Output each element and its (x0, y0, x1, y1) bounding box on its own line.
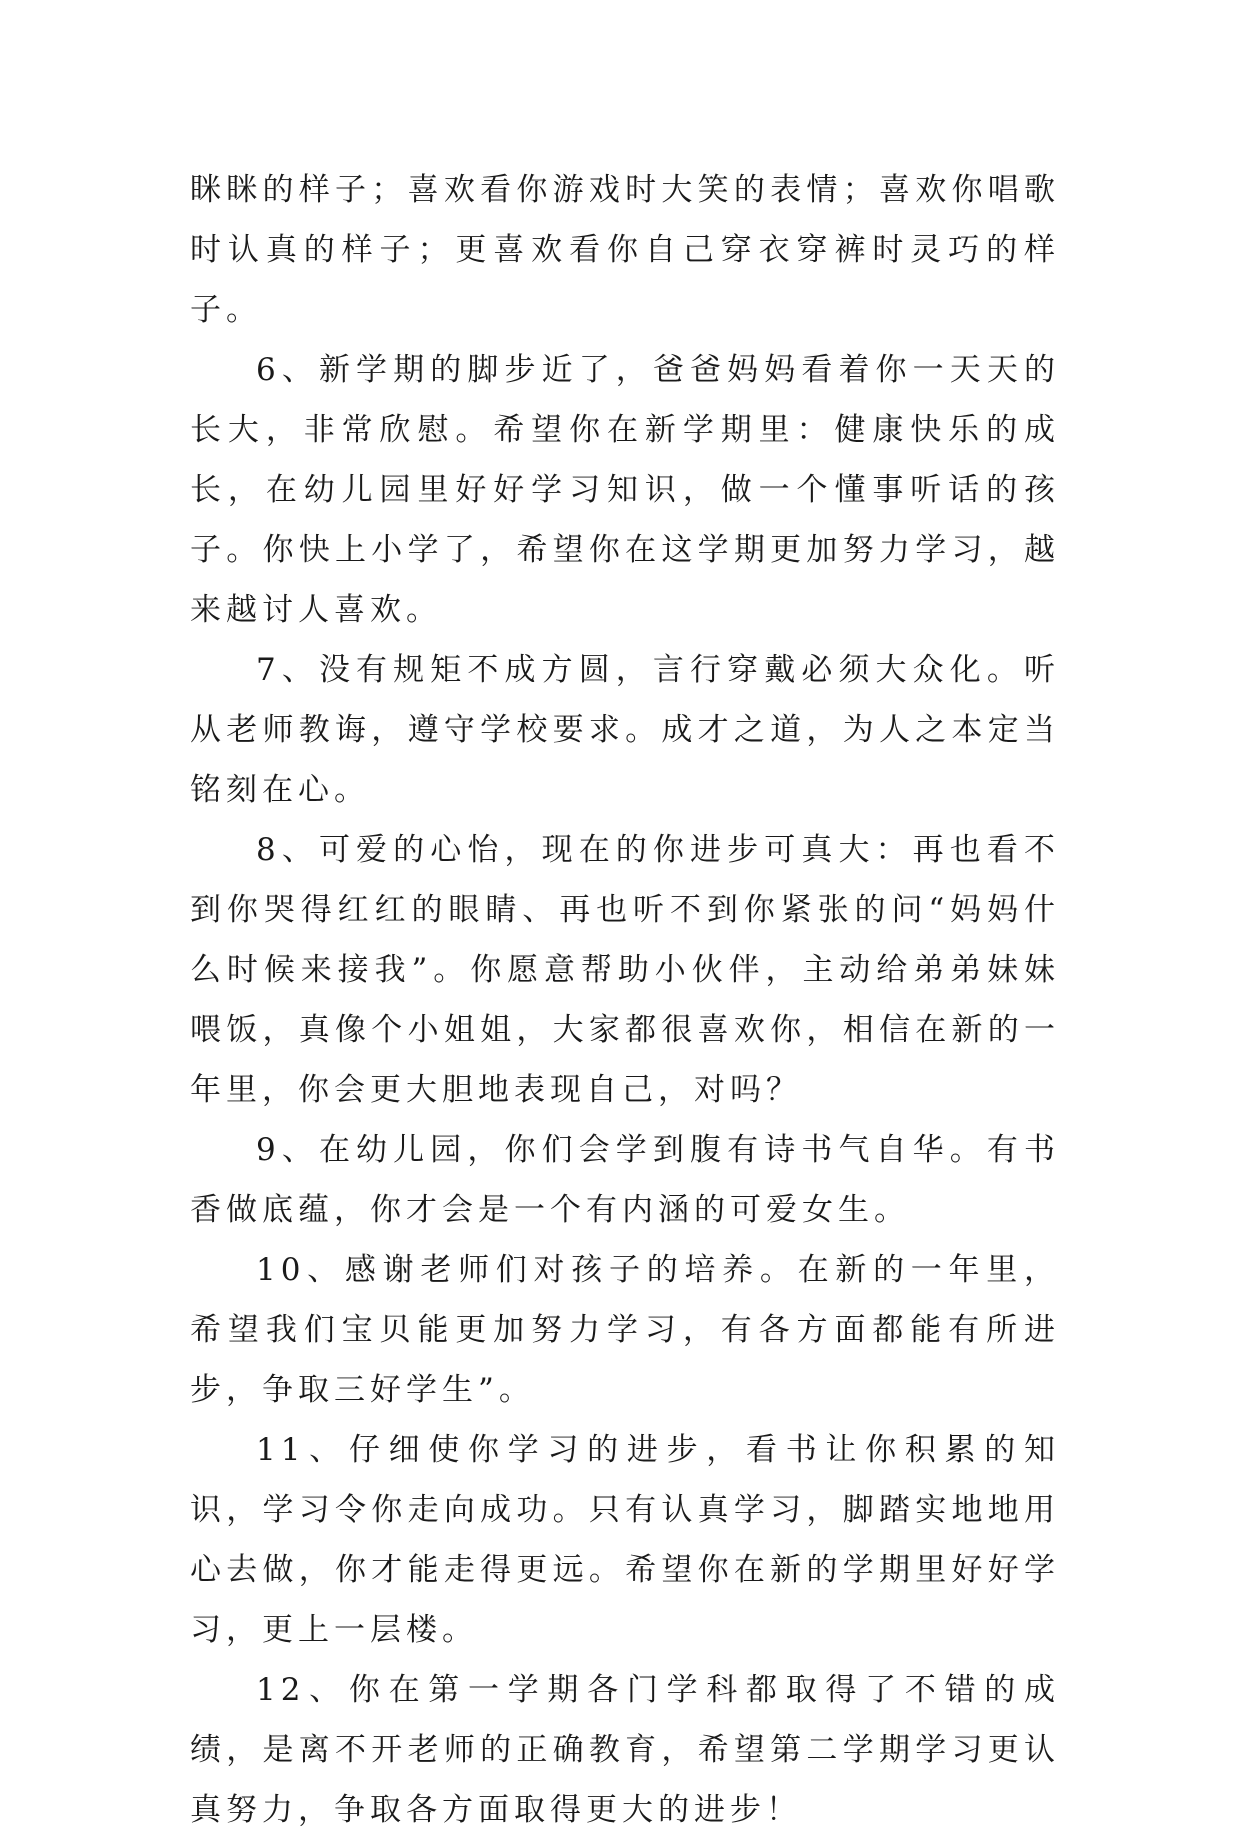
paragraph-item-7: 7、没有规矩不成方圆，言行穿戴必须大众化。听从老师教诲，遵守学校要求。成才之道，为人之本定当铭刻在心。 (190, 652, 1060, 808)
paragraph-item-8: 8、可爱的心怡，现在的你进步可真大：再也看不到你哭得红红的眼睛、再也听不到你紧张的问“妈妈什么时候来接我”。你愿意帮助小伙伴，主动给弟弟妹妹喂饭，真像个小姐姐，大家都很喜欢你，相信在新的一年里，你会更大胆地表现自己，对吗？ (190, 832, 1060, 1108)
paragraph-item-10: 10、感谢老师们对孩子的培养。在新的一年里，希望我们宝贝能更加努力学习，有各方面都能有所进步，争取三好学生”。 (190, 1252, 1060, 1408)
paragraph-item-11: 11、仔细使你学习的进步，看书让你积累的知识，学习令你走向成功。只有认真学习，脚踏实地地用心去做，你才能走得更远。希望你在新的学期里好好学习，更上一层楼。 (190, 1432, 1060, 1648)
document-body (190, 160, 1060, 1840)
paragraph-item-9: 9、在幼儿园，你们会学到腹有诗书气自华。有书香做底蕴，你才会是一个有内涵的可爱女生。 (190, 1132, 1060, 1228)
paragraph-continuation: 眯眯的样子；喜欢看你游戏时大笑的表情；喜欢你唱歌时认真的样子；更喜欢看你自己穿衣穿裤时灵巧的样子。 (190, 172, 1060, 328)
paragraph-item-6: 6、新学期的脚步近了，爸爸妈妈看着你一天天的长大，非常欣慰。希望你在新学期里：健康快乐的成长，在幼儿园里好好学习知识，做一个懂事听话的孩子。你快上小学了，希望你在这学期更加努力学习，越来越讨人喜欢。 (190, 352, 1060, 628)
paragraph-item-12: 12、你在第一学期各门学科都取得了不错的成绩，是离不开老师的正确教育，希望第二学期学习更认真努力，争取各方面取得更大的进步！ (190, 1672, 1060, 1828)
